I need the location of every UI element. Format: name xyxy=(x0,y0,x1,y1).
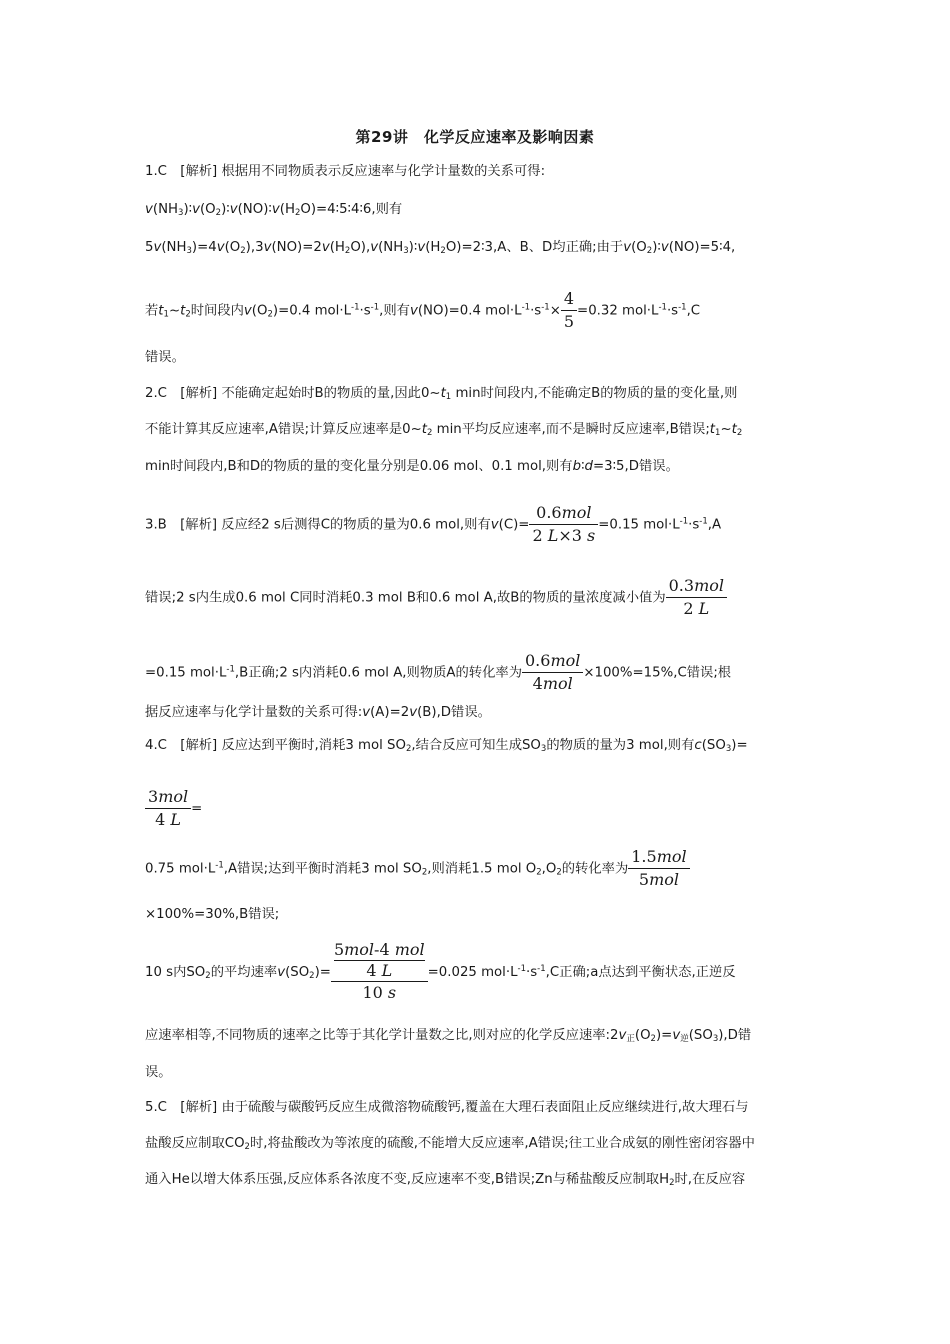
answer-1-line-2: $v(NH_3)∶v(O_2)∶v(NO)∶v(H_2O)=4∶5∶4∶6$,则有 xyxy=(145,202,403,218)
fraction-0.6mol-over-2Lx3s: $\frac{\text{0.6mol}}{2 L\times 3 s}$ xyxy=(529,502,598,547)
fraction-0.3mol-over-2L: $\frac{\text{0.3mol}}{2 L}$ xyxy=(666,575,727,620)
fraction-4-5: $\frac{4}{5}$ xyxy=(561,288,577,333)
complex-fraction-so2-rate: 5mol-4 mol 4 L 10 s xyxy=(331,940,428,1004)
answer-1-line-1: 1.C [解析] 根据用不同物质表示反应速率与化学计量数的关系可得: xyxy=(145,164,546,179)
answer-2-line-2: 不能计算其反应速率,A错误;计算反应速率是$0\sim t_2$ min平均反应速率,而不是瞬时反应速率,B错误$;t_1\sim t_2$ xyxy=(145,422,743,438)
answer-3-line-4: 据反应速率与化学计量数的关系可得:v(A)=2v(B),D错误。 xyxy=(145,705,491,720)
fraction-3mol-over-4L: $\frac{\text{3mol}}{4 L}$ xyxy=(145,786,191,831)
answer-3-line-1: 3.B [解析] 反应经2 s后测得C的物质的量为0.6 mol,则有v(C)= $\frac{\text{0.6mol}}{2 L\times 3 s}$ =0.15 $mol\cdot L^{-1}\cdot s^{-1},A$ xyxy=(145,503,722,545)
answer-3-line-2: 错误;2 s内生成0.6 mol C同时消耗0.3 mol B和0.6 mol A,故B的物质的量浓度减小值为 $\frac{\text{0.3mol}}{2 L}$ xyxy=(145,575,727,620)
answer-5-line-1: 5.C [解析] 由于硫酸与碳酸钙反应生成微溶物硫酸钙,覆盖在大理石表面阻止反应继续进行,故大理石与 xyxy=(145,1100,749,1115)
answer-5-line-3: 通入He以增大体系压强,反应体系各浓度不变,反应速率不变,B错误;Zn与稀盐酸反应制取$H_2$时,在反应容 xyxy=(145,1172,746,1188)
answer-2-line-1: 2.C [解析] 不能确定起始时B的物质的量,因此$0\sim t_1$ min时间段内,不能确定B的物质的量的变化量,则 xyxy=(145,386,738,402)
answer-4-line-4: ×100%=30%,B错误; xyxy=(145,907,280,922)
fraction-1.5mol-over-5mol: $\frac{\text{1.5mol}}{\text{5mol}}$ xyxy=(628,846,689,891)
fraction-0.6mol-over-4mol: $\frac{\text{0.6mol}}{\text{4mol}}$ xyxy=(522,650,583,695)
answer-4-line-6: 应速率相等,不同物质的速率之比等于其化学计量数之比,则对应的化学反应速率$:2v_正(O_2)=v_逆(SO_3),D$错 xyxy=(145,1028,752,1044)
page-title: 第29讲 化学反应速率及影响因素 xyxy=(355,128,595,146)
answer-4-line-7: 误。 xyxy=(145,1065,172,1080)
answer-4-line-3: 0.75 $mol\cdot L^{-1},A$错误;达到平衡时消耗3 mol $SO_2$,则消耗1.5 mol $O_2,O_2$的转化率为 $\frac{\text{1.5mol}}{\text{5mol}}$ xyxy=(145,846,690,891)
answer-2-line-3: min时间段内,B和D的物质的量的变化量分别是0.06 mol、0.1 mol,则有b∶d=3∶5,D错误。 xyxy=(145,459,679,474)
answer-4-line-2: $\frac{\text{3mol}}{4 L}$ = xyxy=(145,786,202,831)
answer-3-line-3: =0.15 $mol\cdot L^{-1},B$正确;2 s内消耗0.6 mol A,则物质A的转化率为 $\frac{\text{0.6mol}}{\text{4mol}}$ ×100%=15%,C错误;根 xyxy=(145,651,732,693)
answer-1-line-4: 若$t_1\sim t_2$时间段内$v(O_2)=0.4$ $mol\cdot L^{-1}\cdot s^{-1}$,则有v(NO)=0.4 $mol\cdot L^{-1}\cdot s^{-1}\times$ $\frac{4}{5}$ =0.32 $mol\cdot L^{-1}\cdot s^{-1},C$ xyxy=(145,289,701,331)
answer-4-line-5: 10 s内$SO_2$的平均速率$v(SO_2)=$ 5mol-4 mol 4 L 10 s =0.025 $mol\cdot L^{-1}\cdot s^{-1},C$正确;a点达到平衡状态,正逆反 xyxy=(145,940,736,1002)
answer-1-line-3: $5v(NH_3)=4v(O_2),3v(NO)=2v(H_2O),v(NH_3)∶v(H_2O)=2∶3,A$、B、D均正确;由于$v(O_2)∶v(NO)=5∶4$, xyxy=(145,240,736,256)
answer-1-line-5: 错误。 xyxy=(145,350,185,365)
answer-5-line-2: 盐酸反应制取$CO_2$时,将盐酸改为等浓度的硫酸,不能增大反应速率,A错误;往工业合成氨的刚性密闭容器中 xyxy=(145,1136,755,1152)
answer-4-line-1: 4.C [解析] 反应达到平衡时,消耗3 mol $SO_2$,结合反应可知生成$SO_3$的物质的量为3 mol,则有$c(SO_3)=$ xyxy=(145,738,748,754)
